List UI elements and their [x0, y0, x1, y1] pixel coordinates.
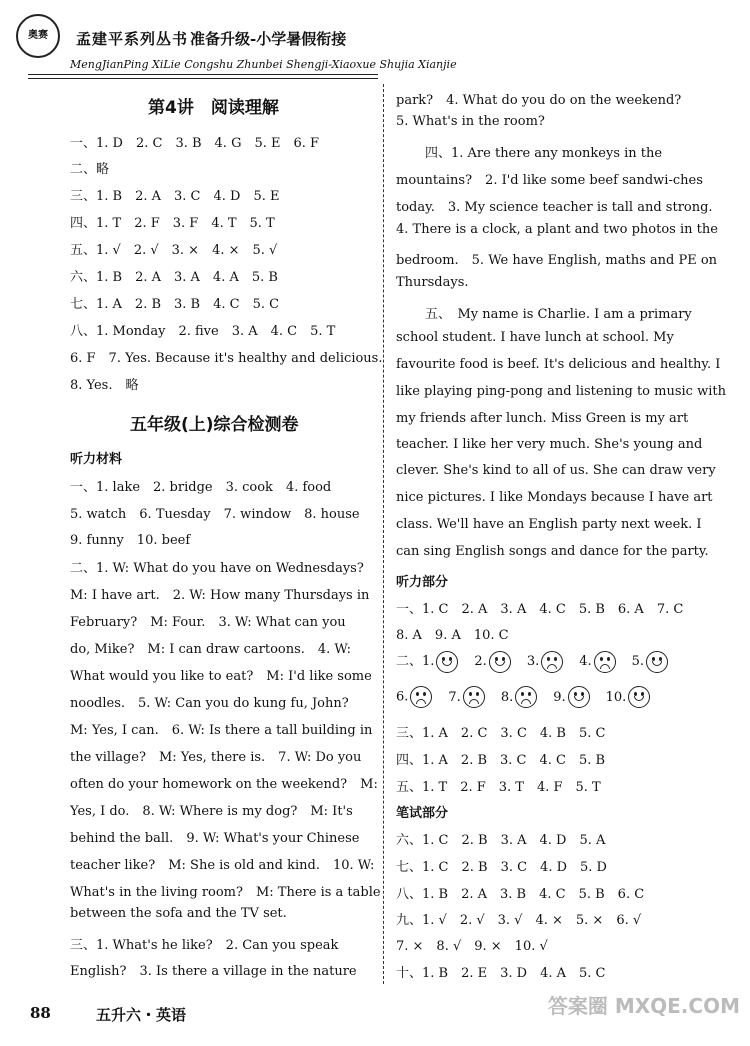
face-row-1	[396, 650, 670, 673]
smiley-face-icon	[568, 686, 590, 708]
face-row-2	[396, 686, 652, 708]
passage-line: my friends after lunch. Miss Green is my art	[396, 411, 689, 426]
answer-line: 8. Yes. 略	[70, 378, 139, 393]
sad-face-icon	[463, 686, 485, 708]
smiley-face-icon	[646, 651, 668, 673]
answer-line: 7. × 8. √ 9. × 10. √	[396, 939, 548, 954]
answer-line: 一、1. lake 2. bridge 3. cook 4. food	[70, 480, 332, 495]
face-number: 3.	[526, 654, 540, 669]
passage-line: class. We'll have an English party next week. I	[396, 517, 702, 532]
answer-line: 5. watch 6. Tuesday 7. window 8. house	[70, 507, 360, 522]
face-number: 5.	[631, 654, 645, 669]
script-line: often do your homework on the weekend? M:	[70, 777, 378, 792]
column-divider	[383, 84, 384, 984]
script-line: noodles. 5. W: Can you do kung fu, John?	[70, 696, 349, 711]
script-line: 5. What's in the room?	[396, 114, 545, 129]
script-line: February? M: Four. 3. W: What can you	[70, 615, 346, 630]
series-logo: 奥赛	[16, 14, 60, 58]
grade-label: 五升六・英语	[96, 1006, 187, 1024]
passage-line: school student. I have lunch at school. My	[396, 330, 674, 345]
smiley-face-icon	[436, 651, 458, 673]
passage-line: 五、 My name is Charlie. I am a primary	[425, 307, 692, 322]
answer-line: 七、1. A 2. B 3. B 4. C 5. C	[70, 297, 280, 312]
answer-line: 6. F 7. Yes. Because it's healthy and delicious.	[70, 351, 383, 366]
face-number: 10.	[605, 689, 627, 705]
script-line: bedroom. 5. We have English, maths and PE on	[396, 253, 718, 268]
pinyin-line: MengJianPing XiLie Congshu Zhunbei Shengji-Xiaoxue Shujia Xianjie	[70, 58, 457, 71]
script-line: 三、1. What's he like? 2. Can you speak	[70, 938, 339, 953]
face-number: 2.	[474, 654, 487, 669]
script-line: between the sofa and the TV set.	[70, 906, 287, 921]
exam-title: 五年级(上)综合检测卷	[130, 415, 299, 435]
answer-line: 十、1. B 2. E 3. D 4. A 5. C	[396, 966, 606, 981]
face-number: 9.	[553, 689, 566, 705]
section-heading: 听力部分	[396, 575, 449, 590]
script-line: park? 4. What do you do on the weekend?	[396, 93, 682, 108]
script-line: English? 3. Is there a village in the nature	[70, 964, 357, 979]
series-name: 孟建平系列丛书	[76, 30, 189, 48]
page-number: 88	[30, 1004, 51, 1022]
face-number: 6.	[396, 689, 409, 705]
passage-line: can sing English songs and dance for the party.	[396, 544, 709, 559]
script-line: Thursdays.	[396, 275, 469, 290]
face-number: 8.	[500, 689, 514, 705]
script-line: What's in the living room? M: There is a table	[70, 885, 381, 900]
passage-line: teacher. I like her very much. She's young and	[396, 437, 703, 452]
header-rule	[28, 74, 378, 75]
answer-line: 二、略	[70, 162, 110, 177]
answer-line: 五、1. T 2. F 3. T 4. F 5. T	[396, 780, 601, 795]
face-number: 二、1.	[396, 654, 435, 669]
script-line: do, Mike? M: I can draw cartoons. 4. W:	[70, 642, 352, 657]
page-header	[0, 0, 750, 84]
answer-line: 9. funny 10. beef	[70, 533, 191, 548]
answer-line: 六、1. C 2. B 3. A 4. D 5. A	[396, 833, 606, 848]
answer-line: 四、1. A 2. B 3. C 4. C 5. B	[396, 753, 606, 768]
answer-line: 8. A 9. A 10. C	[396, 628, 509, 643]
lesson-title: 第4讲 阅读理解	[148, 98, 279, 118]
section-heading: 听力材料	[70, 452, 123, 467]
script-line: teacher like? M: She is old and kind. 10. W:	[70, 858, 375, 873]
sad-face-icon	[410, 686, 432, 708]
answer-line: 六、1. B 2. A 3. A 4. A 5. B	[70, 270, 278, 285]
sad-face-icon	[541, 651, 563, 673]
answer-line: 三、1. B 2. A 3. C 4. D 5. E	[70, 189, 280, 204]
script-line: M: I have art. 2. W: How many Thursdays in	[70, 588, 370, 603]
script-line: today. 3. My science teacher is tall and strong.	[396, 200, 713, 215]
answer-line: 一、1. C 2. A 3. A 4. C 5. B 6. A 7. C	[396, 602, 684, 617]
answer-line: 三、1. A 2. C 3. C 4. B 5. C	[396, 726, 606, 741]
answer-line: 七、1. C 2. B 3. C 4. D 5. D	[396, 860, 607, 875]
answer-line: 四、1. T 2. F 3. F 4. T 5. T	[70, 216, 275, 231]
script-line: behind the ball. 9. W: What's your Chinese	[70, 831, 360, 846]
passage-line: nice pictures. I like Mondays because I have art	[396, 490, 713, 505]
passage-line: like playing ping-pong and listening to music with	[396, 384, 726, 399]
script-line: Yes, I do. 8. W: Where is my dog? M: It's	[70, 804, 353, 819]
book-subtitle: 准备升级-小学暑假衔接	[190, 30, 347, 48]
watermark: 答案圈 MXQE.COM	[547, 994, 740, 1018]
header-rule-2	[28, 78, 378, 79]
script-line: What would you like to eat? M: I'd like some	[70, 669, 372, 684]
sad-face-icon	[594, 651, 616, 673]
passage-line: favourite food is beef. It's delicious and healthy. I	[396, 357, 721, 372]
face-number: 7.	[448, 689, 461, 705]
script-line: the village? M: Yes, there is. 7. W: Do you	[70, 750, 362, 765]
sad-face-icon	[515, 686, 537, 708]
answer-line: 九、1. √ 2. √ 3. √ 4. × 5. × 6. √	[396, 913, 642, 928]
script-line: M: Yes, I can. 6. W: Is there a tall building in	[70, 723, 373, 738]
face-number: 4.	[579, 654, 592, 669]
script-line: 4. There is a clock, a plant and two photos in the	[396, 222, 718, 237]
passage-line: clever. She's kind to all of us. She can draw very	[396, 463, 716, 478]
answer-line: 八、1. B 2. A 3. B 4. C 5. B 6. C	[396, 887, 645, 902]
section-heading: 笔试部分	[396, 806, 449, 821]
script-line: 四、1. Are there any monkeys in the	[425, 146, 663, 161]
script-line: mountains? 2. I'd like some beef sandwi-ches	[396, 173, 703, 188]
smiley-face-icon	[489, 651, 511, 673]
answer-line: 五、1. √ 2. √ 3. × 4. × 5. √	[70, 243, 278, 258]
smiley-face-icon	[628, 686, 650, 708]
answer-line: 八、1. Monday 2. five 3. A 4. C 5. T	[70, 324, 336, 339]
script-line: 二、1. W: What do you have on Wednesdays?	[70, 561, 364, 576]
answer-line: 一、1. D 2. C 3. B 4. G 5. E 6. F	[70, 136, 320, 151]
